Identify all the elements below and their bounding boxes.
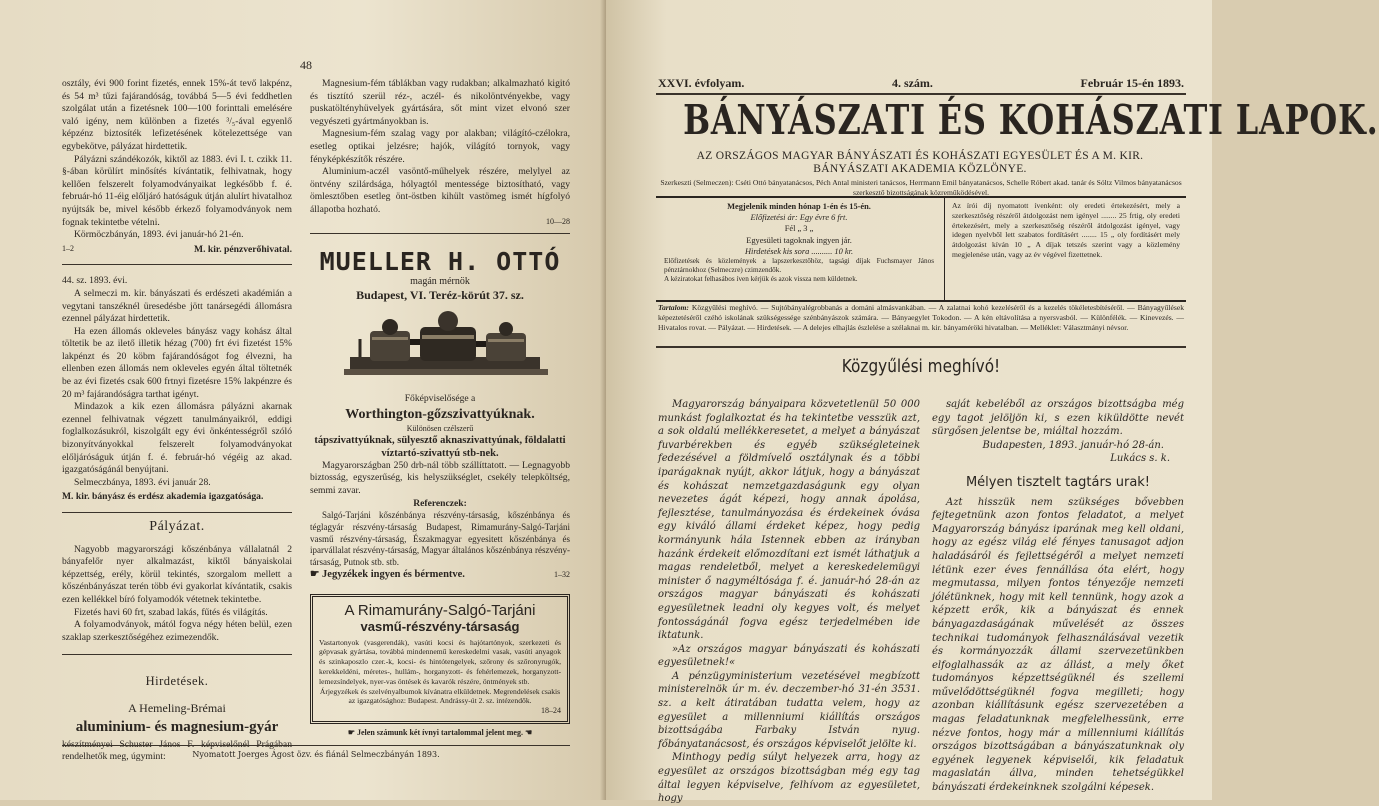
article-paragraph: saját kebeléből az országos bizottságba még egy tagot jelöljön ki, s ezen kiküldötte nevét sürgősen jelentse be, miáltal hozzám. <box>932 399 1184 438</box>
divider <box>62 512 292 513</box>
pump-engraving-icon <box>310 309 570 389</box>
article-paragraph: A pénzügyministerium vezetésével megbízott ministerelnök úr m. év. deczember-hó 31-én 3531. sz. a kelt átiratában tudatta velem, hogy az egyesület a millenniumi kiállítás országos bizottságába Farbaky István nyug. főbányatanácsost, és országos képviselőt jelölte ki. <box>658 670 920 750</box>
ad-line: Különösen czélszerű <box>406 423 474 433</box>
subscription-line: Előfizetési ár: Egy évre 6 frt. <box>750 213 848 223</box>
page-number: 48 <box>300 58 312 72</box>
signature: M. kir. bányász és erdész akademia igazgatósága. <box>62 491 264 503</box>
subscription-line: Hirdetések kis sora .......... 10 kr. <box>744 246 854 256</box>
ad-footer-text: Jegyzékek ingyen és bérmentve. <box>322 569 465 581</box>
signature: M. kir. pénzverőhivatal. <box>194 243 292 255</box>
intro-paragraph: osztály, évi 900 forint fizetés, ennek 15%-át tevő lakpénz, és 54 m³ tűzi fajárandóság, továbbá 5—5 évi feddhetlen szolgálat után a fizetésnek 100—100 forinttali emelésére való igény, nem különben a fizetés ³/₅-ával egyenlő képzénz biztosíték lefizetésének kötelezettsége van egybekötve, pályázat hirdettetik. <box>62 78 292 152</box>
issue-header <box>658 76 1184 91</box>
issue-notice: ☛ Jelen számunk két ívnyi tartalommal jelent meg. ☚ <box>347 728 533 738</box>
article-signature: Lukács s. k. <box>1110 453 1170 465</box>
left-column <box>62 78 292 764</box>
ad-title: A Hemeling-Brémai <box>128 700 226 715</box>
intro-paragraph: Pályázni szándékozók, kiktől az 1883. évi I. t. czikk 11. §-ában körülírt minősítés kívántatik, felhivatnak, hogy kellően felszerelt folyamodványaikat legkésőbb f. é. február-hó 11-éig előljáró hatóságuk útján alulírt hivatalhoz nyújtsák be, mivel később érkező folyamodványok nem fognak tekintetbe vételni. <box>62 153 292 228</box>
divider <box>944 198 945 300</box>
section-title: Hirdetések. <box>145 674 209 689</box>
section-title: Pályázat. <box>149 519 205 534</box>
table-of-contents <box>658 303 1184 332</box>
subscription-line: Előfizetések és közlemények a lapszerkesztőhöz, tagsági díjak Fuchsmayer János pénztárnokhoz (Selmeczre) czimzendők. <box>664 257 934 275</box>
ad-number: 10—28 <box>546 216 570 226</box>
article-title: Közgyűlési meghívó! <box>841 356 1001 377</box>
subtitle-line: BÁNYÁSZATI AKADEMIA KÖZLÖNYE. <box>813 163 1027 175</box>
ad-number: 1–2 <box>62 243 74 253</box>
notice-paragraph: Mindazok a kik ezen állomásra pályázni akarnak ezennel felhivatnak végzett tanulmányaikról, eddigi foglalkozásukról, kiszolgált egy évi önkéntességről szóló bizonyítványokkal felszerelt folyamodványokat előljáróságuk útján f. é. február-hó végéig az akad. igazgatóságánál benyújtani. <box>62 401 292 476</box>
notice-paragraph: Selmeczbánya, 1893. évi január 28. <box>74 476 211 488</box>
article-paragraph: Magyarország bányaipara közvetetlenül 50 000 munkást foglalkoztat és ha tekintetbe vesszük azt, a sok oldalú mellékkeresetet, a melyet a bányászat fuvarbérekben és egyéb szükségleteinek fedezésével a földmívelő osztálynak és a többi iparágaknak nyújt, akkor látjuk, hogy a bányászat és kohászat nemzetgazdaságunk egy olyan nevezetes ágát képezi, hogy annak ápolása, fejlesztése, tanulmányozása és érdekeinek óvása egy kiváló állami érdeket képez, hogy pedig kormányunk hála Istennek ebben az irányban hazánk érdekeit előmozdítani ezt ismét láthatjuk a magas rendeletből, melyet a kereskedelemügyi minister ő nagyméltósága f. é. január-hó 28-án az országos magyar bányászati és kohászati egyesületnek leadni oly kegyes volt, és melyet fontosságánál fogva egész terjedelmében ide iktatunk. <box>658 399 920 642</box>
article-column-right <box>932 398 1184 795</box>
ad-products: tápszivattyúknak, sülyesztő aknaszivattyúnak, földalatti víztartó-szivattyú stb-nek. <box>314 434 566 459</box>
subtitle-line: AZ ORSZÁGOS MAGYAR BÁNYÁSZATI ÉS KOHÁSZATI EGYESÜLET ÉS A M. KIR. <box>696 150 1144 162</box>
printer-footer: Nyomatott Joerges Ágost özv. és fiánál Selmeczbányán 1893. <box>192 750 440 759</box>
notice-paragraph: A selmeczi m. kir. bányászati és erdészeti akadémián a vegytani tanszéknél üresedésbe jött tanársegédi állomásra ezennel pályázat hirdettetik. <box>62 287 292 325</box>
issue-number: 4. szám. <box>891 76 933 90</box>
ad-number: 18–24 <box>541 706 561 716</box>
divider <box>656 93 1186 95</box>
intro-paragraph: Körmöczbányán, 1893. évi január-hó 21-én. <box>74 229 244 241</box>
ad-company-name: MUELLER H. OTTÓ <box>319 246 561 276</box>
ad-number: 1–32 <box>554 570 570 580</box>
ad-title: aluminium- és magnesium-gyár <box>75 718 279 735</box>
divider <box>62 264 292 265</box>
ad-company: Worthington-gőzszivattyúknak. <box>345 406 535 422</box>
magnesium-paragraph: Magnesium-fém szalag vagy por alakban; világító-czélokra, esetleg optikai jelzésre; hajók, világító tornyok, vagy fényképkészítők részére. <box>310 128 570 165</box>
divider <box>310 233 570 234</box>
palyazat-paragraph: Nagyobb magyarországi kőszénbánya vállalatnál 2 bányafelőr nyer alkalmazást, kiktől bányaiskolai képzettség, erély, körül tekintés, szorgalom mellett a kőszénbányászat terén több évi gyakorlat kívántatik, csakis ezen kellékkel bíró folyamodók vétetnek tekintetbe. <box>62 543 292 605</box>
ad-title: A Rimamurány-Salgó-Tarjáni <box>344 601 536 619</box>
magnesium-paragraph: Magnesium-fém táblákban vagy rudakban; alkalmazható kigitó és tisztító szerül réz-, aczél- és nikolöntvényekbe, vagy puskatöltényhüvelyek gyártására, sőt mint vizet elvonó szer vegyészeti gyártmányokban is. <box>310 78 570 127</box>
article-title: Mélyen tisztelt tagtárs urak! <box>965 474 1151 490</box>
info-boxes <box>656 196 1186 302</box>
article-paragraph: Azt hisszük nem szükséges bővebben fejtegetnünk azon fontos feladatot, a melyet Magyarország bányász iparának meg kell oldani, hogy az egész világ elé fényes tanusagot adjon haladásáról és fejlettségéről a melyet nemzeti létünk ezer éves fennállása óta elért, hogy megmutassa, milyen fontos tényezője nemzeti jólétünknek, hogy mit kell tennünk, hogy azok a képzett erők, kik a bányászat és ennek bányagazdaságának művelését az összes technikai tudományok felhasználásával vezetik és kormányozzák állami szervezetünkben elfoglalhassák az az állást, a mely őket tudományos képzettségüknél és szellemi művelődöttségüknél fogva megilleti; hogy azonban kiállításunk egész szervezetében a magas feladatunknak megfelelhessünk, erre nézve fontos, hogy már a millenniumi kiállítás országos bizottságában a bányászatunknak oly egyének legyenek képviselői, kik feladatuk magaslatán állva, minden tehetségükkel bányászati érdekeinknek szolgálni képesek. <box>932 496 1184 794</box>
palyazat-paragraph: A folyamodványok, mától fogva négy héten belül, ezen szaklap szerkesztőségéhez ezimezendők. <box>62 619 292 643</box>
ad-paragraph: Magyarországban 250 drb-nál több szállíttatott. — Legnagyobb biztosság, egyszerűség, kis helyszükséglet, csekély telepköltség, semmi zavar. <box>310 459 570 496</box>
article-paragraph: Minthogy pedig súlyt helyezek arra, hogy az egyesület az országos bizottságban még egy tag által legyen képviselve, felhívom az egyesületet, hogy <box>658 752 920 805</box>
article-date: Budapesten, 1893. január-hó 28-án. <box>982 439 1164 451</box>
issue-notice-text: Jelen számunk két ívnyi tartalommal jelent meg. <box>357 728 523 738</box>
pump-illustration <box>310 309 570 389</box>
subscription-box <box>664 201 934 284</box>
notice-number: 44. sz. 1893. évi. <box>62 275 128 287</box>
issue-date: Február 15-én 1893. <box>1080 76 1184 90</box>
subscription-line: Egyesületi tagoknak ingyen jár. <box>746 235 852 245</box>
subtitle <box>650 150 1190 176</box>
left-page <box>0 0 606 800</box>
references-text: Salgó-Tarjáni kőszénbánya részvény-társaság, kőszénbánya és téglagyár részvény-társaság Budapest, Rimamurány-Salgó-Tarjáni vasmű részvény-társaság, Északmagyar egyesitett kőszénbánya és iparvállalat részvény-társaság, Magyar általános kőszénbánya részvény-társaság, Putnok stb. stb. <box>310 510 570 568</box>
notice-paragraph: Ha ezen állomás okleveles bányász vagy kohász által töltetik be az ilető illetik hézag (700) frt évi fizetést 15% lakpénzt és 20 köbm fajárandóságot fog élvezni, ha ellenben ezen állomás nem okleveles egyén által töltetnék be az évi fizetés csak 600 frtnyi fizetésre 15% lakpénzre és 20 m³ fajárandóságra tarthat igényt. <box>62 325 292 400</box>
divider <box>656 346 1186 348</box>
ad-text: készítményei Schuster János F. képviselőnél Prágában rendelhetők meg, úgymint: <box>62 738 292 763</box>
subscription-line: Megjelenik minden hónap 1-én és 15-én. <box>727 202 871 211</box>
rimamurany-ad <box>310 594 570 725</box>
subscription-line: Fél „ 3 „ <box>784 224 814 234</box>
ad-contact: Árjegyzékek és szelvényalbumok kívánatra elküldetnek. Megrendelések csakis az igazgatósághoz: Budapest. Andrássy-út 2. sz. intézendők. <box>319 686 561 706</box>
ad-subtitle: magán mérnök <box>410 275 470 287</box>
right-column <box>310 78 570 738</box>
subscription-line: A kéziratokat felhasábos íven kérjük és azok vissza nem küldetnek. <box>664 275 858 284</box>
contents-label: Tartalom: <box>658 303 689 312</box>
volume: XXVI. évfolyam. <box>658 76 745 90</box>
editors-line: Szerkeszti (Selmeczen): Cséti Ottó bányatanácsos, Péch Antal ministeri tanácsos, Herrmann Emil bányatanácsos, Schelle Róbert akad. tanár és Sóltz Vilmos bányatanácsos szerkesztő bizottságának közreműködésével. <box>660 178 1182 197</box>
ad-subtitle: vasmű-részvény-társaság <box>360 618 520 634</box>
magnesium-paragraph: Aluminium-aczél vasöntő-műhelyek részére, melylyel az öntvény szilárdsága, hólyagtól mentessége biztosítható, vagy ömlesztőben esetleg önt-östben kihült vastömeg ismét hígfolyó állapotba hozható. <box>310 166 570 215</box>
article-paragraph: »Az országos magyar bányászati és kohászati egyesületnek!« <box>658 643 920 669</box>
author-fee-box: Az írói díj nyomatott ívenként: oly eredeti értekezésért, mely a szerkesztőség részéről átdolgozást nem igényel ........ 25 frtig, oly eredeti értekezésért, mely a szerkesztőség részéről átdolgozást igényel, vagy idegen nyelvből lett szabatos fordításért ........ 15 „ oly fordításért mely átdolgozást kíván 10 „ A díjak tetszés szerint vagy a közlemény megjelenése után, vagy az év végével fizettetnek. <box>952 201 1180 259</box>
right-page <box>606 0 1379 805</box>
ad-line: Főképviselősége a <box>404 393 476 405</box>
ad-footer: ☛ Jegyzékek ingyen és bérmentve. <box>310 569 465 581</box>
ad-text: Vastartonyok (vasgerendák), vasúti kocsi és hajótartónyok, szerkezeti és gépvasak gyártása, továbbá mindennemű kereskedelmi vasak, vasúti anyagok és szinkaposzlo czer.-k, kocsi- és hintótengelyek, szőrony és szőronyrugók, kerekkeldéni, méretes-, hullám-, horganyzott- és fehérlemezek, horganyzott- lemezsíndelyek, nyer-vas öntések és kavarók részére, öntmények stb. <box>319 637 561 686</box>
palyazat-paragraph: Fizetés havi 60 frt, szabad lakás, fűtés és világítás. <box>74 606 268 618</box>
ad-address: Budapest, VI. Teréz-körút 37. sz. <box>356 288 524 303</box>
footer-divider <box>62 745 570 746</box>
divider <box>62 654 292 655</box>
contents-text: Közgyűlési meghívó. — Sujtóbányalégrobbanás a dománi almásvankában. — A zalatnai kohó kezeléséről és a kezelés tökéletesbítéséről. — Bányagyűlések képeztetéséről czéhó iskolának szükségessége szénbányászok számára. — Bányaegylet Tokodon. — A kén eltávolítása a nyersvasból. — Különfélék. — Kinevezés. — Hivatalos rovat. — Pályázat. — Hirdetések. — A delejes elhajlás észlelése a szélaknai m. kir. bányaméröki hivatalban. — Melléklet: Választmányi névsor. <box>658 303 1184 332</box>
article-column-left <box>658 398 920 806</box>
masthead: BÁNYÁSZATI ÉS KOHÁSZATI LAPOK. <box>683 96 1379 144</box>
references-title: Referenczek: <box>413 497 467 509</box>
